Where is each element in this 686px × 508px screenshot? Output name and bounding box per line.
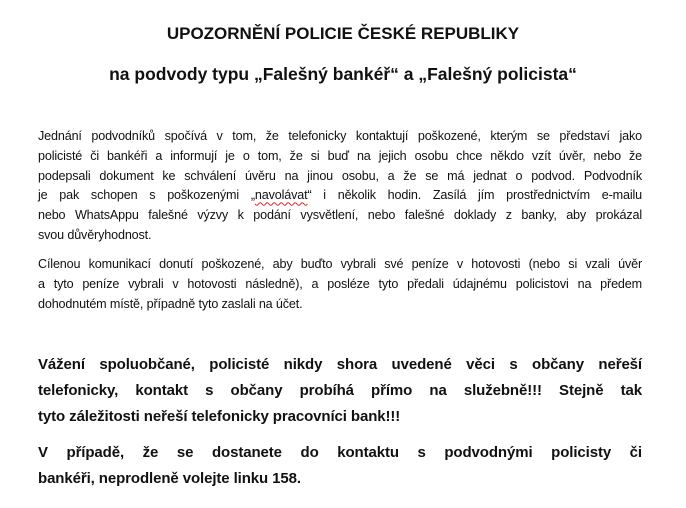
spellcheck-word: navolávat — [254, 188, 308, 203]
text-line — [38, 186, 642, 206]
paragraph-scam-method — [38, 255, 642, 314]
text-line: podepsali dokument ke schválení úvěru na jinou osobu, a že se má jednat o podvod. Podvodník — [38, 168, 642, 183]
text-line: policisté či bankéři a informují je o tom, že si buď na jejich osobu chce někdo vzít úvěr, nebo že — [38, 148, 642, 163]
paragraph-scam-description — [38, 127, 642, 246]
text-line: Jednání podvodníků spočívá v tom, že telefonicky kontaktují poškozené, kterým se představí jako — [38, 129, 642, 143]
paragraph-call-158 — [38, 440, 642, 492]
text-fragment: je pak schopen s poškozenými „ — [38, 188, 255, 203]
text-line: svou důvěryhodnost. — [38, 227, 152, 242]
text-line: V případě, že se dostanete do kontaktu s podvodnými policisty či — [38, 444, 642, 461]
text-line: dohodnutém místě, případně tyto zaslali na účet. — [38, 296, 303, 311]
text-line: a tyto peníze vybrali v hotovosti následně), a posléze tyto předali údajnému policistovi na předem — [38, 276, 642, 291]
document-subtitle: na podvody typu „Falešný bankéř“ a „Falešný policista“ — [109, 64, 577, 84]
text-line: telefonicky, kontakt s občany probíhá přímo na služebně!!! Stejně tak — [38, 382, 642, 399]
text-line: nebo WhatsAppu falešné výzvy k podání vysvětlení, nebo falešné doklady z banky, aby prokázal — [38, 208, 642, 223]
text-line: Cílenou komunikací donutí poškozené, aby buďto vybrali své peníze v hotovosti (nebo si vzali úvěr — [38, 257, 642, 271]
paragraph-warning — [38, 352, 642, 430]
document-title: UPOZORNĚNÍ POLICIE ČESKÉ REPUBLIKY — [166, 24, 520, 43]
text-line: tyto záležitosti neřeší telefonicky pracovníci bank!!! — [38, 408, 401, 425]
text-fragment: “ i několik hodin. Zasílá jím prostřednictvím e-mailu — [307, 188, 643, 203]
text-line: bankéři, neprodleně volejte linku 158. — [38, 470, 301, 487]
text-line: Vážení spoluobčané, policisté nikdy shora uvedené věci s občany neřeší — [38, 356, 642, 373]
